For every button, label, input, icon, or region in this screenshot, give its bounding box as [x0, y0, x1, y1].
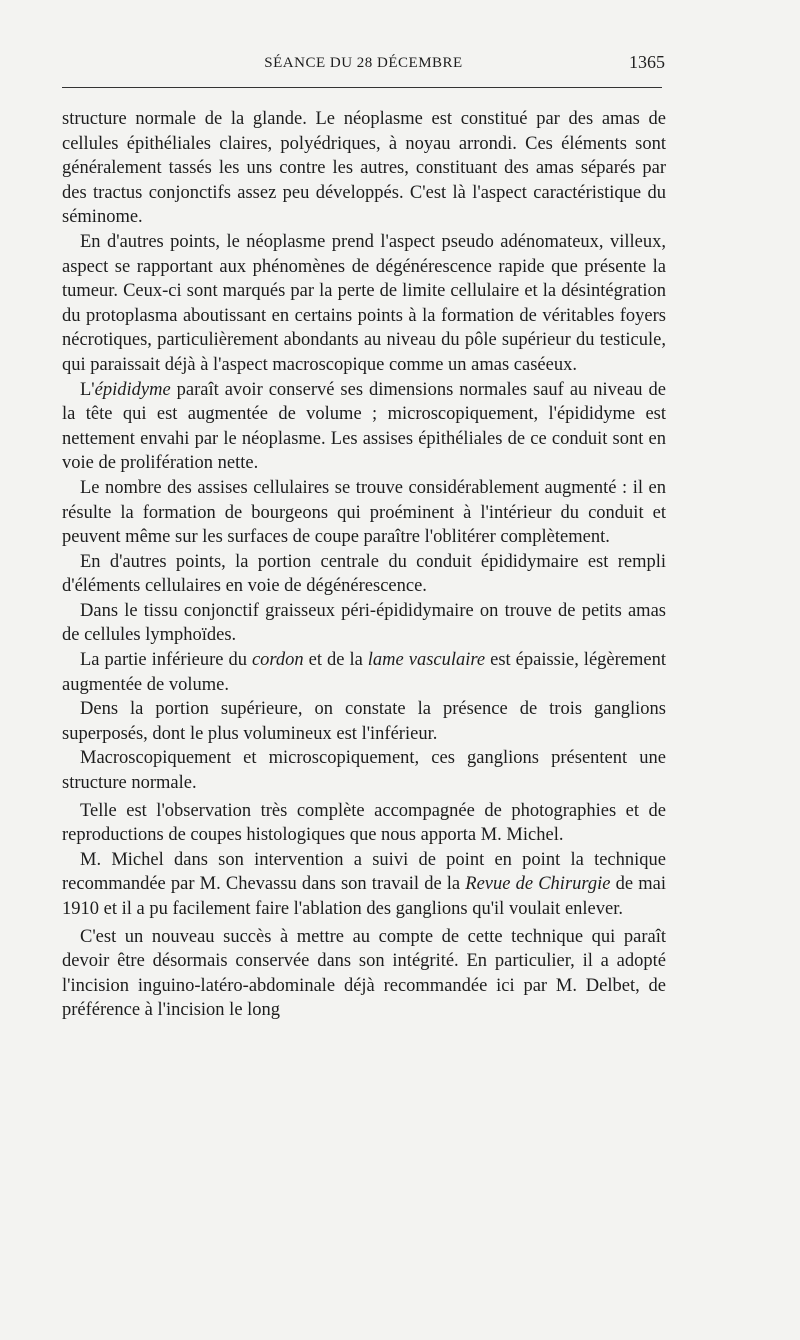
- page-number: 1365: [629, 52, 665, 72]
- paragraph: Telle est l'observation très complète accompagnée de photographies et de reproductions de coupes histologiques que nous apporta M. Michel.: [62, 800, 666, 846]
- paragraph: [62, 378, 666, 476]
- paragraph: [62, 648, 666, 697]
- journal-title: Revue de Chirurgie: [465, 874, 611, 895]
- paragraph: [62, 848, 666, 922]
- paragraph-text: est épaissie, légèrement augmentée de volume.: [62, 650, 666, 695]
- paragraph-text: paraît avoir conservé ses dimensions normales sauf au niveau de la tête qui est augmentée de volume ; microscopiquement, l'épididyme est nettement envahi par le néoplasme. Les assises épithéliales de ce conduit sont en voie de prolifération nette.: [62, 379, 666, 474]
- paragraph-prefix: L': [80, 379, 95, 400]
- paragraph: Dans le tissu conjonctif graisseux péri-épididymaire on trouve de petits amas de cellules lymphoïdes.: [62, 600, 666, 646]
- header-rule: [62, 87, 662, 88]
- paragraph: C'est un nouveau succès à mettre au compte de cette technique qui paraît devoir être désormais conservée dans son intégrité. En particulier, il a adopté l'incision inguino-latéro-abdominale déjà recommandée ici par M. Delbet, de préférence à l'incision le long: [62, 926, 666, 1021]
- paragraph: En d'autres points, la portion centrale du conduit épididymaire est rempli d'éléments cellulaires en voie de dégénérescence.: [62, 551, 666, 597]
- paragraph: En d'autres points, le néoplasme prend l'aspect pseudo adénomateux, villeux, aspect se rapportant aux phénomènes de dégénérescence rapide que présente la tumeur. Ceux-ci sont marqués par la perte de limite cellulaire et la désintégration du protoplasma aboutissant en certains points à la formation de véritables foyers nécrotiques, particulièrement abondants au niveau du pôle supérieur du testicule, qui paraissait déjà à l'aspect macroscopique comme un amas caséeux.: [62, 231, 666, 375]
- italic-term: lame vasculaire: [367, 650, 486, 671]
- paragraph: Dens la portion supérieure, on constate la présence de trois ganglions superposés, dont le plus volumineux est l'inférieur.: [62, 699, 666, 744]
- italic-term: cordon: [251, 650, 304, 671]
- paragraph-text: de mai 1910 et il a pu facilement faire l'ablation des ganglions qu'il voulait enlever.: [62, 874, 666, 919]
- paragraph: Macroscopiquement et microscopiquement, ces ganglions présentent une structure normale.: [62, 748, 666, 794]
- paragraph-text: et de la: [303, 650, 368, 671]
- paragraph: Le nombre des assises cellulaires se trouve considérablement augmenté : il en résulte la formation de bourgeons qui proéminent à l'intérieur du conduit et peuvent même sur les surfaces de coupe paraître l'oblitérer complètement.: [62, 477, 666, 548]
- paragraph: structure normale de la glande. Le néoplasme est constitué par des amas de cellules épithéliales claires, polyédriques, à noyau arrondi. Ces éléments sont généralement tassés les uns contre les autres, constituant des amas séparés par des tractus conjonctifs assez peu développés. C'est là l'aspect caractéristique du séminome.: [62, 109, 666, 228]
- italic-term: épididyme: [94, 379, 171, 400]
- paragraph-text: La partie inférieure du: [80, 650, 252, 671]
- paragraph-text: M. Michel dans son intervention a suivi de point en point la technique recommandée par M. Chevassu dans son travail de la: [62, 849, 666, 895]
- running-title: SÉANCE DU 28 DÉCEMBRE: [264, 55, 463, 71]
- body-text: [62, 107, 666, 1023]
